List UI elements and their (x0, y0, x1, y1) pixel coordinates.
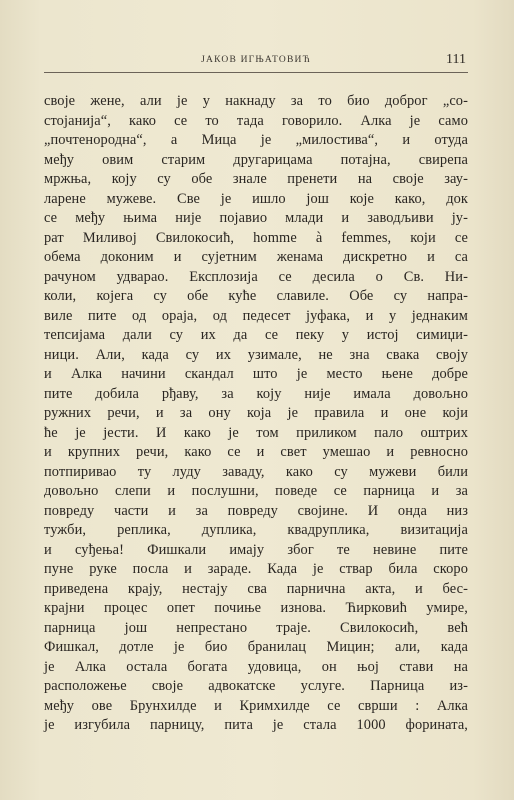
text-line: крајни процес опет почиње изнова. Ћирковић умире, (44, 600, 468, 616)
text-line: се међу њима није појавио млади и заводљиви ју- (44, 210, 468, 226)
text-line: рат Миливој Свилокосић, homme à femmes, који се (44, 229, 468, 246)
text-line: довољно слепи и послушни, поведе се парница и за (44, 483, 468, 499)
running-header-title: ЈАКОВ ИГЊАТОВИЋ (201, 55, 311, 65)
text-line: и суђења! Фишкали имају због те невине пите (44, 541, 468, 558)
text-line: „почтенородна“, а Мица је „милостива“, и отуда (44, 132, 468, 148)
text-line: ружних речи, и за ону која је правила и оне који (44, 405, 468, 421)
text-line: и крупних речи, како се и свет умешао и ревносно (44, 444, 468, 460)
text-line: међу ове Брунхилде и Кримхилде се сврши : Алка (44, 697, 468, 714)
text-line: ларене мужеве. Све је ишло још које како, док (44, 190, 468, 207)
text-line: расположење своје адвокатске услуге. Парница из- (44, 678, 468, 694)
text-line: коли, којега су обе куће славиле. Обе су напра- (44, 288, 468, 304)
text-line: је изгубила парницу, пита је стала 1000 форината, (44, 717, 468, 733)
text-line: пите добила рђаву, за коју није имала довољно (44, 385, 468, 402)
text-line: и Алка начини скандал што је место њене добре (44, 366, 468, 382)
body-text (44, 92, 468, 736)
text-line: приведена крају, нестају сва парнична акта, и бес- (44, 580, 468, 597)
page-number: 111 (446, 52, 466, 67)
text-line: парница још непрестано траје. Свилокосић, већ (44, 619, 468, 636)
text-line: обема доконим и сујетним женама дискретно и са (44, 249, 468, 265)
text-line: ници. Али, када су их узимале, не зна свака своју (44, 346, 468, 363)
text-line: повреду части и за повреду својине. И онда низ (44, 502, 468, 519)
text-line: рачуном удварао. Експлозија се десила о Св. Ни- (44, 268, 468, 285)
text-line: потпиривао ту луду заваду, како су мужеви били (44, 463, 468, 480)
text-line: пуне руке посла и зараде. Када је ствар била скоро (44, 561, 468, 577)
text-line: мржња, коју су обе знале пренети на своје зау- (44, 171, 468, 187)
text-line: тепсијама дали су их да се пеку у истој симиџи- (44, 327, 468, 343)
text-line: стојанија“, како се то тада говорило. Алка је само (44, 112, 468, 129)
text-line: Фишкал, дотле је био бранилац Мицин; али, када (44, 639, 468, 655)
text-line: виле пите од ораја, од педесет јуфака, и у једнаким (44, 307, 468, 324)
text-line: међу овим старим другарицама потајна, свирепа (44, 151, 468, 168)
text-line: ће је јести. И како је том приликом пало оштрих (44, 424, 468, 441)
text-line: тужби, реплика, дуплика, квадруплика, визитација (44, 522, 468, 538)
text-line: своје жене, али је у накнаду за то био доброг „со- (44, 93, 468, 109)
running-header (44, 54, 468, 73)
text-line: је Алка остала богата удовица, он њој стави на (44, 658, 468, 675)
